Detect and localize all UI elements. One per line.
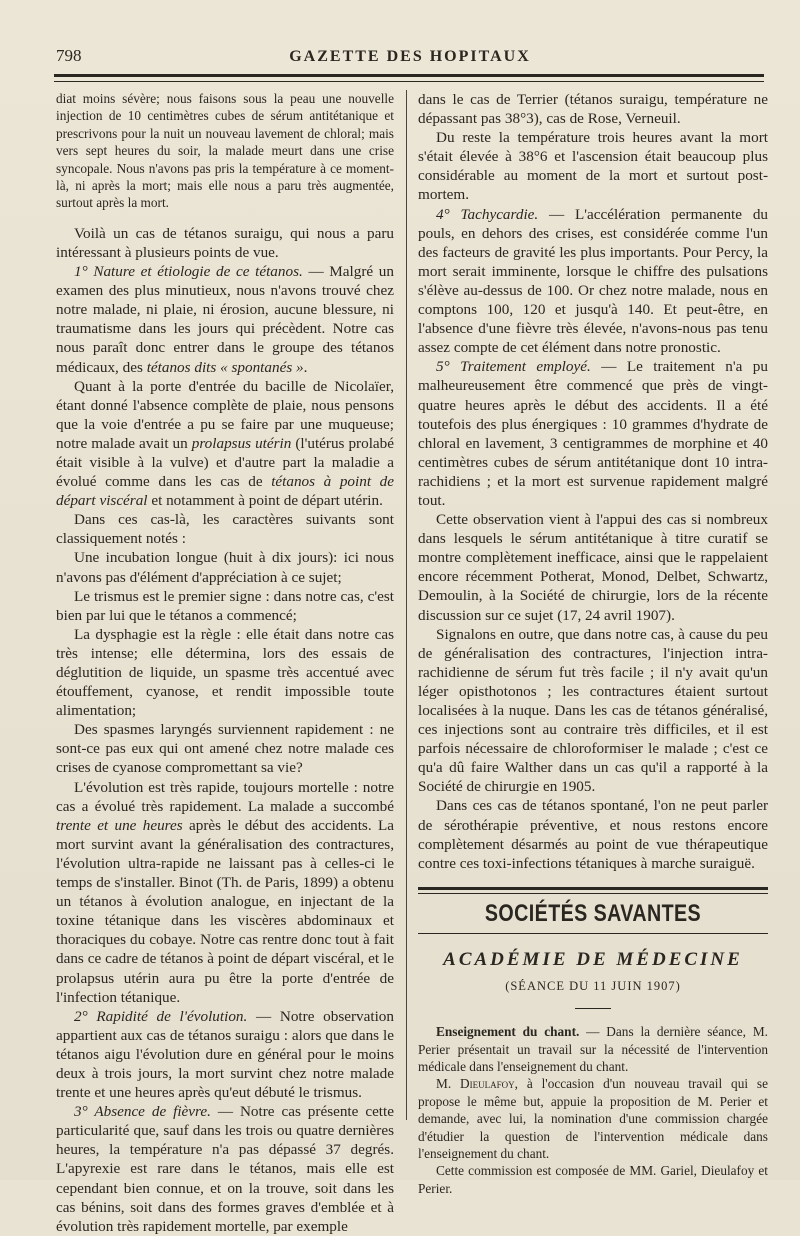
paragraph-rapidity: 2° Rapidité de l'évolution. — Notre observation appartient aux cas de tétanos suraigu : alors que dans le tétanos aigu l'évolution dure en général pour le moins deux à trois jours, la mort survint chez notre malade trente et une heures après qu'eut débuté le trismus. [56, 1007, 394, 1102]
paragraph-evolution: L'évolution est très rapide, toujours mortelle : notre cas a évolué très rapidement. La malade a succombé trente et une heures après le début des accidents. La mort survint avant la généralisation des contractures, l'évolution ultra-rapide ne laissant pas à celles-ci le temps de s'installer. Binot (Th. de Paris, 1899) a obtenu un tétanos à évolution analogue, en injectant de la toxine tétanique dans les viscères abdominaux et thoraciques du cobaye. Notre cas rentre donc tout à fait dans ce cadre de tétanos à point de départ viscéral, et le prolapsus utérin aura pu être la porte d'entrée de l'infection tétanique. [56, 778, 394, 1006]
societies-section [418, 887, 768, 1009]
subheading: 4° Tachycardie. [436, 205, 539, 223]
paragraph: Une incubation longue (huit à dix jours): ici nous n'avons pas d'élément d'appréciation à ce sujet; [56, 549, 394, 586]
subheading: 2° Rapidité de l'évolution. [74, 1007, 248, 1025]
paragraph: Des spasmes laryngés surviennent rapidement : ne sont-ce pas eux qui ont amené chez notre malade ces crises de cyanose compromettant sa vie? [56, 721, 394, 777]
academy-heading: ACADÉMIE DE MÉDECINE [443, 948, 743, 970]
short-rule [575, 1008, 611, 1009]
paragraph: Dans ces cas-là, les caractères suivants sont classiquement notés : [56, 511, 394, 548]
paragraph: Cette observation vient à l'appui des cas si nombreux dans lesquels le sérum antitétanique à titre curatif se montre complètement inefficace, ainsi que le rappelaient encore récemment Potherat, Monod, Delbet, Schwartz, Demoulin, à la Société de chirurgie, lors de la récente discussion sur ce sujet (17, 24 avril 1907). [418, 511, 768, 624]
paragraph-entry: Quant à la porte d'entrée du bacille de Nicolaïer, étant donné l'absence complète de plaie, nous pensons que la voie d'entrée a pu se faire par une muqueuse; notre malade avait un prolapsus utérin (l'utérus prolabé était visible à la vulve) et d'autre part la maladie a évolué comme dans les cas de tétanos à point de départ viscéral et notamment à point de départ utérin. [56, 377, 394, 510]
header-rule [54, 74, 764, 82]
journal-title: GAZETTE DES HOPITAUX [289, 48, 531, 65]
section-title: SOCIÉTÉS SAVANTES [484, 899, 702, 927]
session-date: (SÉANCE DU 11 JUIN 1907) [505, 979, 681, 994]
paragraph: Voilà un cas de tétanos suraigu, qui nous a paru intéressant à plusieurs points de vue. [56, 224, 394, 261]
paragraph-treatment: 5° Traitement employé. — Le traitement n'a pu malheureusement être commencé que près de vingt-quatre heures après le début des accidents. Il a été toutefois des plus énergiques : 10 grammes d'hydrate de chloral en lavement, 3 centigrammes de morphine et 40 centimètres cubes de sérum antitétanique dont 10 intra-rachidiens ; et la mort est survenue rapidement malgré tout. [418, 358, 768, 509]
report-paragraph: Cette commission est composée de MM. Gariel, Dieulafoy et Perier. [418, 1163, 768, 1196]
left-column [56, 90, 394, 1236]
report-heading: Enseignement du chant. [436, 1024, 580, 1040]
paragraph: Dans ces cas de tétanos spontané, l'on ne peut parler de sérothérapie préventive, et nous restons encore complètement désarmés au point de vue thérapeutique contre ces toxi-infections tétaniques à marche suraiguë. [418, 797, 768, 872]
page-number: 798 [56, 46, 82, 65]
paragraph: Le trismus est le premier signe : dans notre cas, c'est bien par lui que le tétanos a commencé; [56, 587, 394, 624]
subheading: 1° Nature et étiologie de ce tétanos. [74, 263, 303, 281]
subheading: 5° Traitement employé. [436, 358, 591, 376]
subheading: 3° Absence de fièvre. [74, 1103, 211, 1121]
report-paragraph: M. Dieulafoy, à l'occasion d'un nouveau travail qui se propose le même but, appuie la proposition de M. Perier et demande, avec lui, la nomination d'une commission chargée d'étudier la question de l'intervention médicale dans l'enseignement du chant. [418, 1076, 768, 1161]
section-rule [418, 887, 768, 894]
paragraph: Signalons en outre, que dans notre cas, à cause du peu de généralisation des contractures, l'injection intra-rachidienne de sérum fut très facile ; il n'y avait qu'un léger opisthotonos ; les contractures étaient surtout localisées à la nuque. Dans les cas de tétanos généralisé, ces injections sont au contraire très difficiles, et il est parfois nécessaire de chloroformiser le malade ; c'est ce qu'a dû faire Walther dans un cas qu'il a rapporté à la Société de chirurgie en 1905. [418, 625, 768, 796]
report-paragraph: Enseignement du chant. — Dans la dernière séance, M. Perier présentait un travail sur la nécessité de l'intervention médicale dans l'enseignement du chant. [418, 1024, 768, 1074]
paragraph-fever: 3° Absence de fièvre. — Notre cas présente cette particularité que, sauf dans les trois ou quatre dernières heures, la température n'a pas dépassé 37 degrés. L'apyrexie est rare dans le tétanos, mais elle est cependant bien connue, et on la trouve, soit dans les cas bénins, soit dans des formes graves d'emblée et à évolution très rapidement mortelle, par exemple [56, 1103, 394, 1235]
paragraph: Du reste la température trois heures avant la mort s'était élevée à 38°6 et l'ascension était beaucoup plus considérable au moment de la mort et surtout post-mortem. [418, 129, 768, 204]
section-rule [418, 933, 768, 934]
page-header [56, 44, 764, 68]
paragraph-nature: 1° Nature et étiologie de ce tétanos. — Malgré un examen des plus minutieux, nous n'avons trouvé chez notre malade, ni plaie, ni érosion, aucune blessure, ni traumatisme dans les jours qui précèdent. Notre cas nous paraît donc entrer dans le groupe des tétanos médicaux, des tétanos dits « spontanés ». [56, 263, 394, 376]
continued-paragraph: diat moins sévère; nous faisons sous la peau une nouvelle injection de 10 centimètres cubes de sérum antitétanique et prescrivons pour la nuit un nouveau lavement de chloral; mais vers sept heures du soir, la malade meurt dans une crise syncopale. Nous n'avons pas pris la température à ce moment-là, ni après la mort; mais elle nous a paru très augmentée, surtout après la mort. [56, 91, 394, 211]
paragraph: La dysphagie est la règle : elle était dans notre cas très intense; elle détermina, lors des essais de déglutition de liquide, un spasme très accentué avec étouffement, cyanose, et rendit impossible toute alimentation; [56, 625, 394, 720]
continued-paragraph: dans le cas de Terrier (tétanos suraigu, température ne dépassant pas 38°3), cas de Rose, Verneuil. [418, 91, 768, 128]
right-column [418, 90, 768, 1197]
column-divider [406, 90, 407, 1120]
paragraph-tachycardia: 4° Tachycardie. — L'accélération permanente du pouls, en dehors des crises, est considérée comme l'un des facteurs de gravité les plus importants. Pour Percy, la mort serait imminente, lorsque le chiffre des pulsations s'élève au-dessus de 100. Or chez notre malade, nous en comptons 100, 120 et jusqu'à 140. Et peut-être, en l'absence d'une fièvre très élevée, n'avons-nous pas tenu assez compte de cet élément dans notre pronostic. [418, 205, 769, 357]
